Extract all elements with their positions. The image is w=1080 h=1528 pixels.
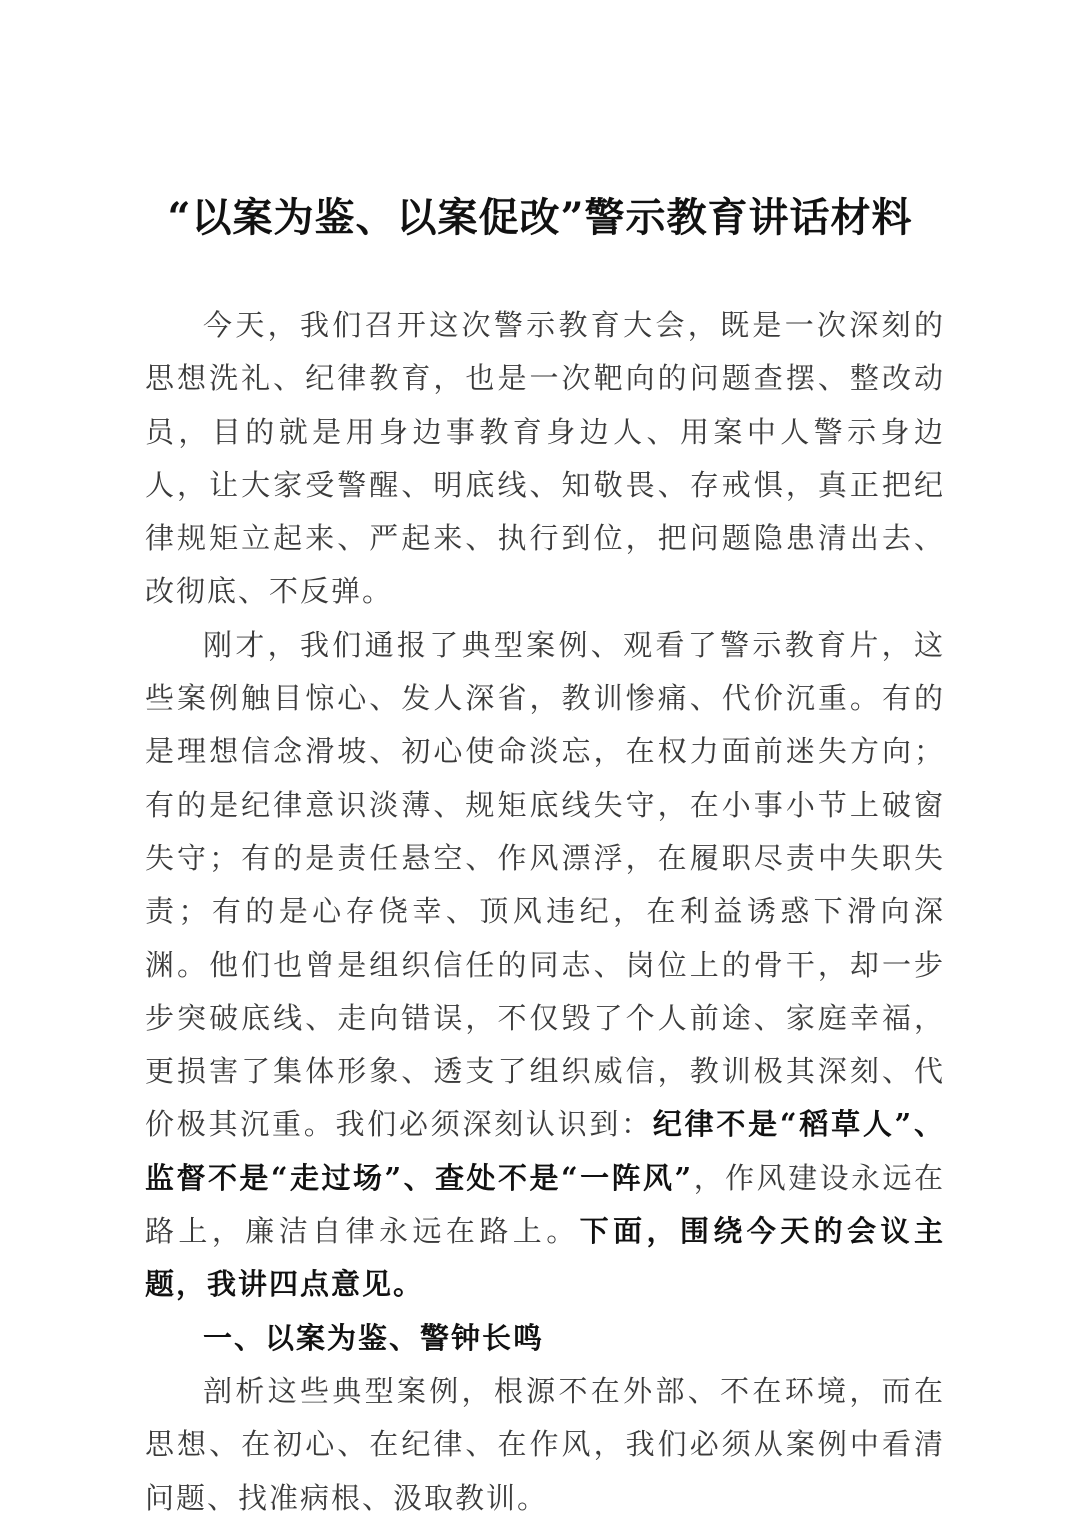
paragraph-intro: 今天，我们召开这次警示教育大会，既是一次深刻的思想洗礼、纪律教育，也是一次靶向的问题查摆、整改动员，目的就是用身边事教育身边人、用案中人警示身边人，让大家受警醒、明底线、知敬畏、存戒惧，真正把纪律规矩立起来、严起来、执行到位，把问题隐患清出去、改彻底、不反弹。 xyxy=(145,308,945,609)
paragraph-cases-emphasis-2: 下面，围绕今天的会议主题，我讲四点意见。 xyxy=(145,1214,945,1302)
section-heading-1: 一、以案为鉴、警钟长鸣 xyxy=(203,1320,545,1355)
paragraph-cases xyxy=(145,619,945,1312)
document-body xyxy=(145,299,945,1525)
paragraph-cases-text-2: ，作风建设永远在路上，廉洁自律永远在路上。 xyxy=(145,1160,945,1249)
document-title: “以案为鉴、以案促改”警示教育讲话材料 xyxy=(167,194,913,241)
paragraph-cases-text-1: 刚才，我们通报了典型案例、观看了警示教育片，这些案例触目惊心、发人深省，教训惨痛、代价沉重。有的是理想信念滑坡、初心使命淡忘，在权力面前迷失方向；有的是纪律意识淡薄、规矩底线失守，在小事小节上破窗失守；有的是责任悬空、作风漂浮，在履职尽责中失职失责；有的是心存侥幸、顶风违纪，在利益诱惑下滑向深渊。他们也曾是组织信任的同志、岗位上的骨干，却一步步突破底线、走向错误，不仅毁了个人前途、家庭幸福，更损害了集体形象、透支了组织威信，教训极其深刻、代价极其沉重。我们必须深刻认识到： xyxy=(145,627,945,1142)
paragraph-analysis: 剖析这些典型案例，根源不在外部、不在环境，而在思想、在初心、在纪律、在作风，我们必须从案例中看清问题、找准病根、汲取教训。 xyxy=(145,1373,945,1515)
paragraph-cases-emphasis-1: 纪律不是“稻草人”、监督不是“走过场”、查处不是“一阵风” xyxy=(145,1107,945,1195)
